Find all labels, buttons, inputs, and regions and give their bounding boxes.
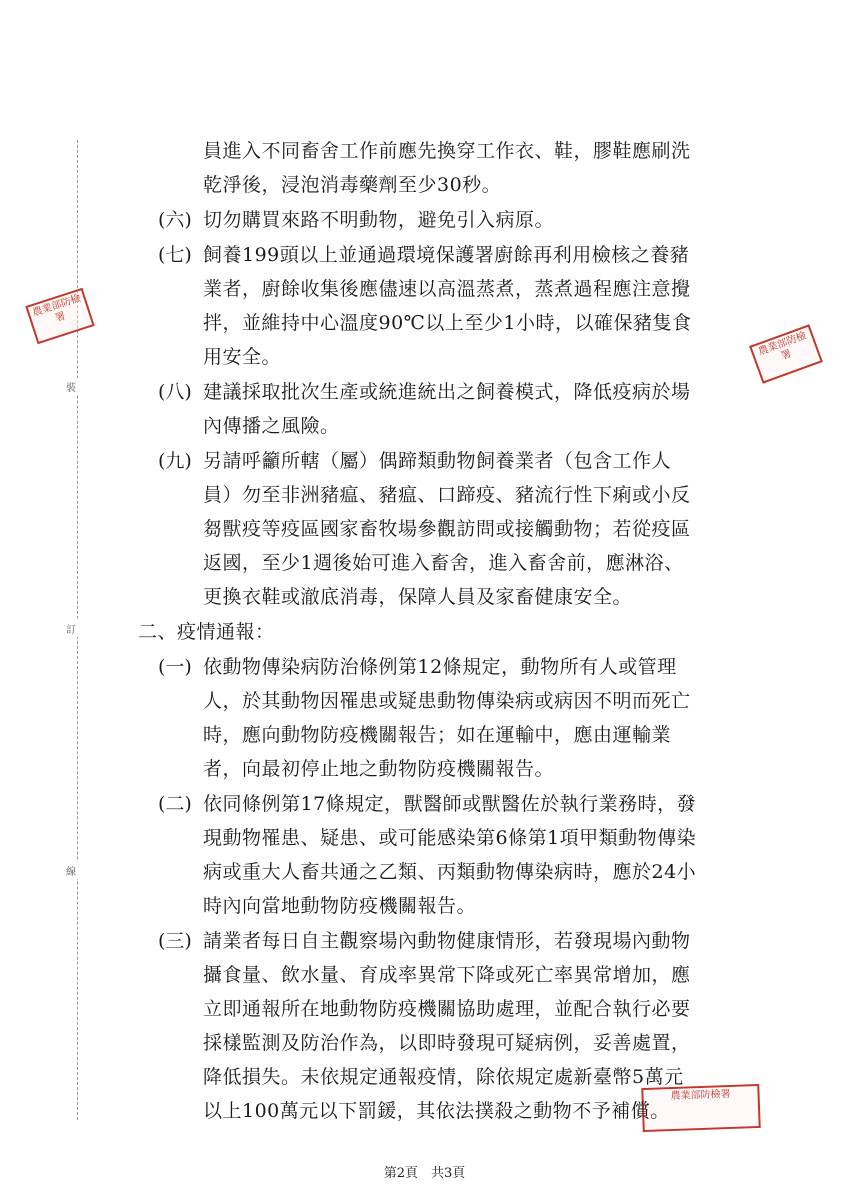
text-line: 員進入不同畜舍工作前應先換穿工作衣、鞋，膠鞋應刷洗: [203, 140, 691, 162]
text-line: 現動物罹患、疑患、或可能感染第6條第1項甲類動物傳染: [203, 827, 697, 849]
text-line: 者，向最初停止地之動物防疫機關報告。: [203, 758, 555, 780]
binding-mark-ding: 訂: [64, 620, 78, 637]
text-line: 時內向當地動物防疫機關報告。: [203, 895, 477, 917]
text-line: 乾淨後，浸泡消毒藥劑至少30秒。: [203, 174, 502, 196]
text-line: 採樣監測及防治作為，以即時發現可疑病例，妥善處置，: [203, 1032, 691, 1054]
text-line: 請業者每日自主觀察場內動物健康情形，若發現場內動物: [203, 930, 691, 952]
section-heading: 二、疫情通報：: [138, 621, 275, 643]
text-line: 依動物傳染病防治條例第12條規定，動物所有人或管理: [203, 656, 677, 678]
text-line: 降低損失。未依規定通報疫情，除依規定處新臺幣5萬元: [203, 1066, 684, 1088]
page-footer: 第2頁 共3頁: [383, 1166, 466, 1181]
item-number: (三): [158, 930, 192, 952]
item-number: (六): [158, 209, 192, 231]
text-line: 人，於其動物因罹患或疑患動物傳染病或病因不明而死亡: [203, 690, 691, 712]
item-number: (九): [158, 450, 192, 472]
text-line: 建議採取批次生產或統進統出之飼養模式，降低疫病於場: [203, 381, 691, 403]
text-line: 更換衣鞋或澈底消毒，保障人員及家畜健康安全。: [203, 586, 633, 608]
official-seal-stamp: 農業部防檢署: [749, 324, 823, 383]
text-line: 員）勿至非洲豬瘟、豬瘟、口蹄疫、豬流行性下痢或小反: [203, 484, 691, 506]
text-line: 病或重大人畜共通之乙類、丙類動物傳染病時，應於24小: [203, 861, 697, 883]
text-line: 拌，並維持中心溫度90℃以上至少1小時，以確保豬隻食: [203, 312, 692, 334]
text-line: 另請呼籲所轄（屬）偶蹄類動物飼養業者（包含工作人: [203, 450, 672, 472]
text-line: 時，應向動物防疫機關報告；如在運輸中，應由運輸業: [203, 724, 672, 746]
text-line: 返國，至少1週後始可進入畜舍，進入畜舍前，應淋浴、: [203, 552, 684, 574]
text-line: 飼養199頭以上並通過環境保護署廚餘再利用檢核之養豬: [203, 244, 690, 266]
text-line: 以上100萬元以下罰鍰，其依法撲殺之動物不予補償。: [203, 1100, 670, 1122]
item-number: (一): [158, 656, 192, 678]
text-line: 用安全。: [203, 346, 282, 368]
item-number: (八): [158, 381, 192, 403]
binding-mark-zhuang: 裝: [64, 378, 78, 395]
text-line: 內傳播之風險。: [203, 415, 340, 437]
text-line: 芻獸疫等疫區國家畜牧場參觀訪問或接觸動物；若從疫區: [203, 518, 691, 540]
text-line: 依同條例第17條規定，獸醫師或獸醫佐於執行業務時，發: [203, 793, 697, 815]
text-line: 切勿購買來路不明動物，避免引入病原。: [203, 209, 555, 231]
text-line: 攝食量、飲水量、育成率異常下降或死亡率異常增加，應: [203, 964, 691, 986]
official-seal-stamp: 農業部防檢署: [25, 288, 94, 345]
official-seal-stamp: 農業部防檢署: [641, 1084, 760, 1132]
item-number: (七): [158, 244, 192, 266]
text-line: 業者，廚餘收集後應儘速以高溫蒸煮，蒸煮過程應注意攪: [203, 278, 691, 300]
binding-mark-xian: 線: [64, 862, 78, 879]
item-number: (二): [158, 793, 192, 815]
text-line: 立即通報所在地動物防疫機關協助處理，並配合執行必要: [203, 998, 691, 1020]
